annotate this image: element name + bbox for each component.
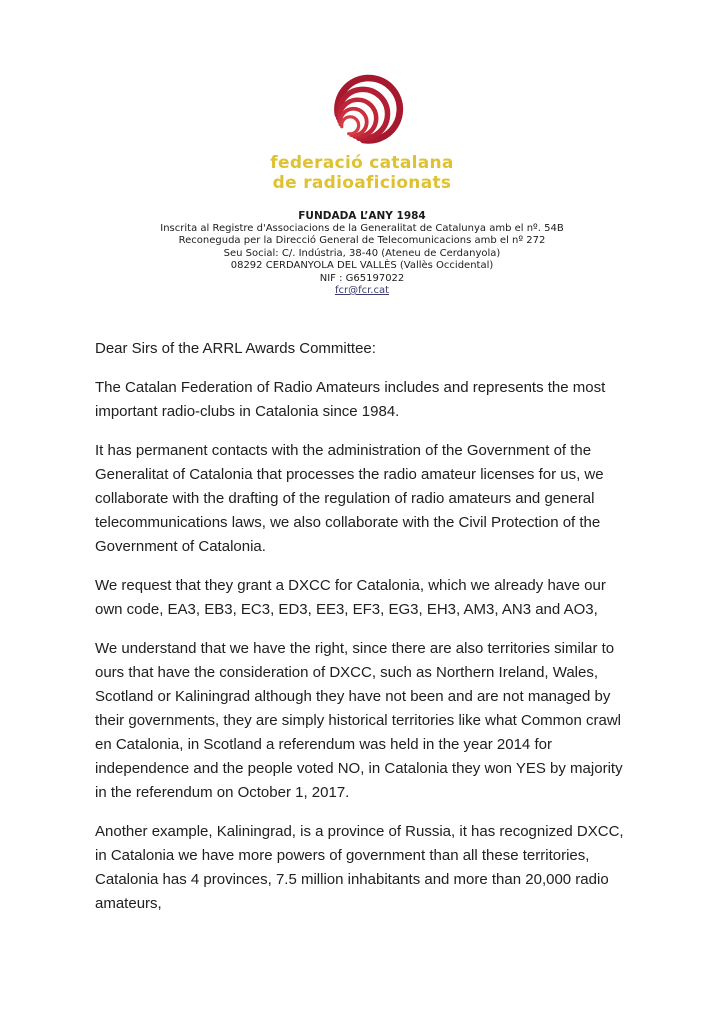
letterhead-line: 08292 CERDANYOLA DEL VALLÈS (Vallès Occidental) <box>230 260 494 271</box>
text-line: telecommunications laws, we also collaborate with the Civil Protection of the <box>95 513 601 531</box>
letterhead-details <box>0 210 724 298</box>
logo-arc-4 <box>340 109 366 135</box>
letter-body <box>95 337 640 916</box>
text-line: in Catalonia we have more powers of government than all these territories, <box>95 846 590 864</box>
brand-name <box>0 153 724 193</box>
paragraph <box>95 574 640 622</box>
letterhead <box>0 0 724 298</box>
letterhead-line: Reconeguda per la Direcció General de Telecomunicacions amb el nº 272 <box>178 235 546 246</box>
text-line: important radio-clubs in Catalonia since 1984. <box>95 402 400 420</box>
fcr-logo <box>0 74 724 193</box>
text-line: Dear Sirs of the ARRL Awards Committee: <box>95 339 376 357</box>
text-line: Government of Catalonia. <box>95 537 266 555</box>
letterhead-lines <box>0 223 724 286</box>
text-line: We request that they grant a DXCC for Catalonia, which we already have our <box>95 576 606 594</box>
text-line: in the referendum on October 1, 2017. <box>95 783 350 801</box>
text-line: The Catalan Federation of Radio Amateurs includes and represents the most <box>95 378 606 396</box>
brand-line-2: de radioaficionats <box>272 173 452 193</box>
logo-arc-inner <box>342 117 359 134</box>
founded-line: FUNDADA L’ANY 1984 <box>298 210 426 222</box>
text-line: Scotland or Kaliningrad although they have not been and are not managed by <box>95 687 611 705</box>
paragraph <box>95 820 640 916</box>
letterhead-line: NIF : G65197022 <box>319 272 405 284</box>
text-line: independence and the people voted NO, in Catalonia they won YES by majority <box>95 759 623 777</box>
text-line: Generalitat of Catalonia that processes the radio amateur licenses for us, we <box>95 465 604 483</box>
brand-line-1: federació catalana <box>270 153 454 173</box>
text-line: their governments, they are simply historical territories like what Common crawl <box>95 711 622 729</box>
paragraph <box>95 637 640 805</box>
text-line: ours that have the consideration of DXCC, such as Northern Ireland, Wales, <box>95 663 599 681</box>
paragraph <box>95 376 640 424</box>
text-line: We understand that we have the right, since there are also territories similar to <box>95 639 615 657</box>
paragraph <box>95 337 640 361</box>
text-line: en Catalonia, in Scotland a referendum was held in the year 2014 for <box>95 735 552 753</box>
text-line: It has permanent contacts with the administration of the Government of the <box>95 441 592 459</box>
text-line: amateurs, <box>95 894 162 912</box>
text-line: own code, EA3, EB3, EC3, ED3, EE3, EF3, EG3, EH3, AM3, AN3 and AO3, <box>95 600 598 618</box>
text-line: Catalonia has 4 provinces, 7.5 million inhabitants and more than 20,000 radio <box>95 870 609 888</box>
radio-waves-logo-icon <box>310 74 414 152</box>
paragraph <box>95 439 640 559</box>
text-line: collaborate with the drafting of the regulation of radio amateurs and general <box>95 489 595 507</box>
email-link[interactable]: fcr@fcr.cat <box>334 285 390 296</box>
letterhead-line: Inscrita al Registre d'Associacions de la Generalitat de Catalunya amb el nº. 54B <box>160 222 564 234</box>
letterhead-line: Seu Social: C/. Indústria, 38-40 (Ateneu de Cerdanyola) <box>223 247 501 259</box>
text-line: Another example, Kaliningrad, is a province of Russia, it has recognized DXCC, <box>95 822 624 840</box>
